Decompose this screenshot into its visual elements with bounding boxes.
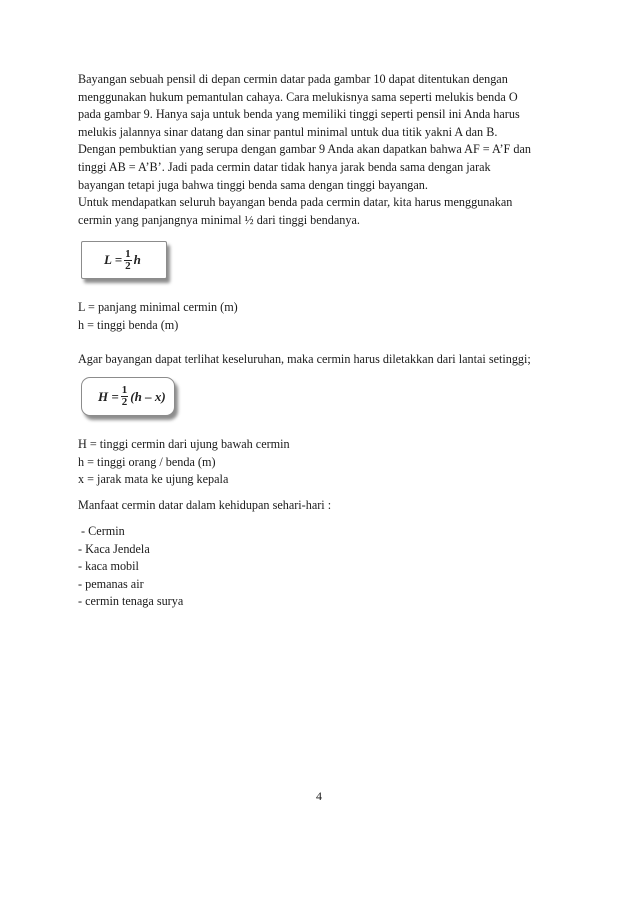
definition-line: H = tinggi cermin dari ujung bawah cermin [78,437,290,451]
text-line: melukis jalannya sinar datang dan sinar pantul minimal untuk dua titik yakni A dan B. [78,124,498,139]
paragraph-mirror-height [78,351,568,369]
benefits-list [78,523,568,611]
formula-lhs: H = [98,388,119,404]
text-line: Manfaat cermin datar dalam kehidupan sehari-hari : [78,498,332,512]
definition-line: h = tinggi benda (m) [78,317,179,332]
text-line: bayangan tetapi juga bahwa tinggi benda sama dengan tinggi bayangan. [78,177,428,192]
benefits-heading [78,497,568,515]
page-number: 4 [316,789,322,803]
formula-mirror-length [81,241,167,279]
definition-line: x = jarak mata ke ujung kepala [78,472,229,487]
text-line: pada gambar 9. Hanya saja untuk benda yang memiliki tinggi seperti pensil ini Anda harus [78,107,520,122]
fraction-numerator: 1 [121,384,128,396]
list-item: - pemanas air [78,576,144,591]
text-line: tinggi AB = A’B’. Jadi pada cermin datar tidak hanya jarak benda sama dengan jarak [78,159,491,174]
definitions-mirror-height [78,436,568,489]
formula-fraction [124,249,132,272]
text-line: Bayangan sebuah pensil di depan cermin datar pada gambar 10 dapat ditentukan dengan [78,72,508,86]
formula-lhs: L = [104,252,123,267]
definition-line: L = panjang minimal cermin (m) [78,300,238,314]
text-line: menggunakan hukum pemantulan cahaya. Cara melukisnya sama seperti melukis benda O [78,89,518,104]
definitions-mirror-length [78,299,568,334]
list-item: - Kaca Jendela [78,541,150,556]
definition-line: h = tinggi orang / benda (m) [78,454,216,469]
text-line: Untuk mendapatkan seluruh bayangan benda pada cermin datar, kita harus menggunakan [78,195,513,209]
text-line: cermin yang panjangnya minimal ½ dari tinggi bendanya. [78,212,360,227]
formula-fraction [121,385,129,408]
formula-rhs: (h – x) [130,388,166,404]
list-item: - cermin tenaga surya [78,594,184,609]
fraction-denominator: 2 [125,259,131,272]
text-line: Dengan pembuktian yang serupa dengan gambar 9 Anda akan dapatkan bahwa AF = A’F dan [78,142,531,157]
list-item: - Cermin [78,524,125,538]
list-item: - kaca mobil [78,559,139,574]
formula-rhs: h [133,252,141,267]
paragraph-mirror-image-explanation [78,71,568,194]
fraction-denominator: 2 [121,396,128,408]
formula-mirror-height [81,377,175,416]
paragraph-minimum-mirror-length [78,194,568,229]
text-line: Agar bayangan dapat terlihat keseluruhan, maka cermin harus diletakkan dari lantai setinggi; [78,352,531,366]
fraction-numerator: 1 [125,247,131,260]
